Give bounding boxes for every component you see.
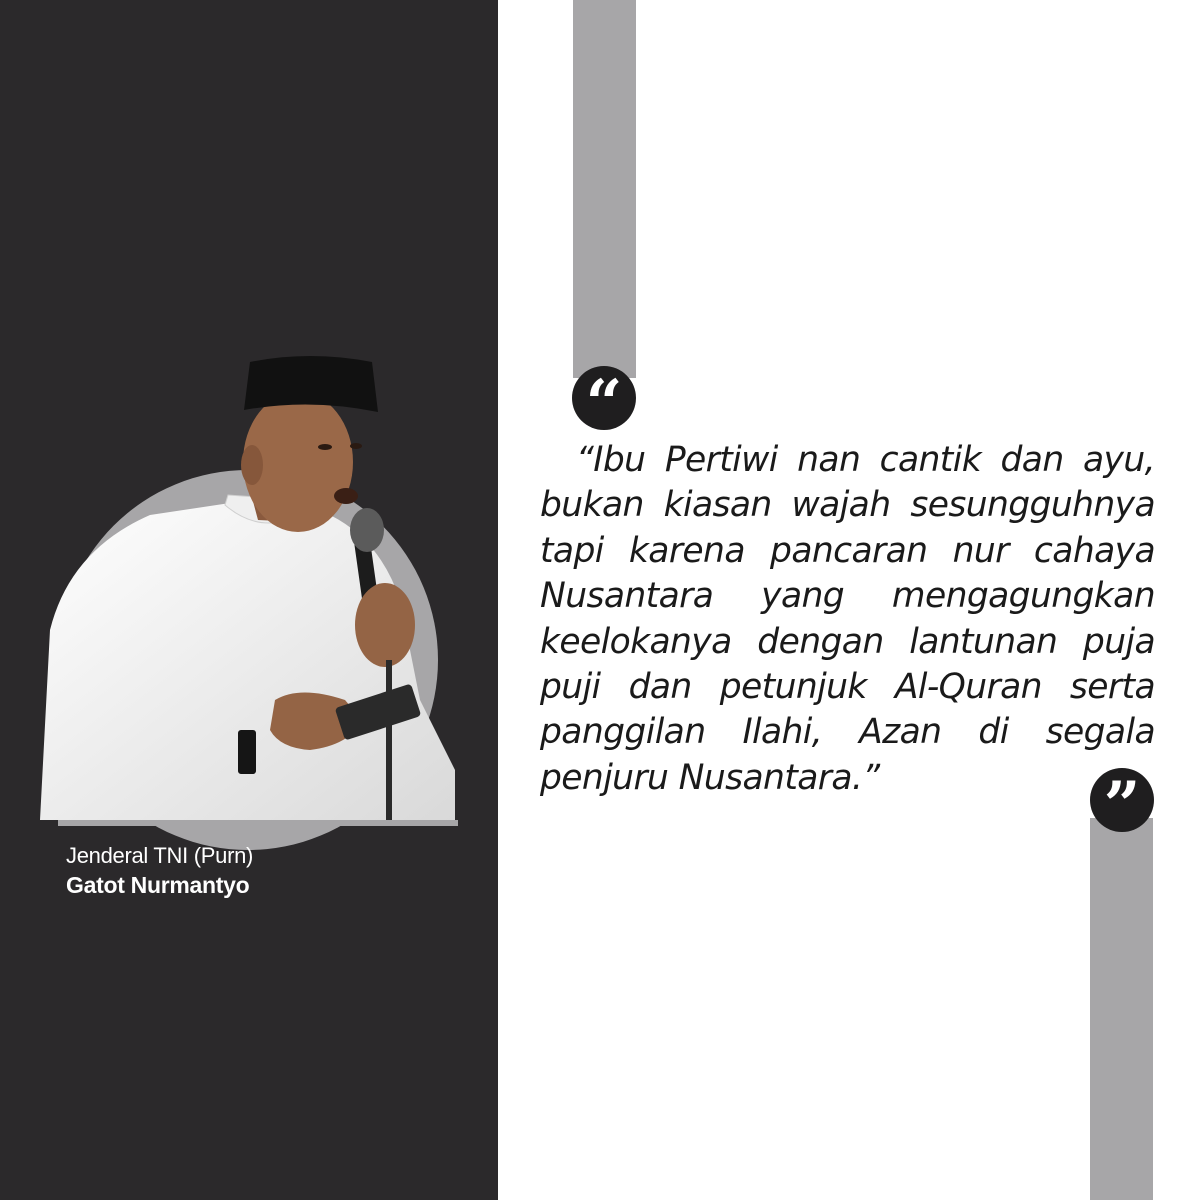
caption-divider xyxy=(58,820,458,826)
close-quote-icon: ” xyxy=(1090,768,1154,832)
open-quote-icon: “ xyxy=(572,366,636,430)
bottom-accent-bar xyxy=(1090,818,1153,1200)
speaker-name: Gatot Nurmantyo xyxy=(66,872,250,898)
quote-line: penjuru Nusantara.” xyxy=(540,757,880,798)
quote-text xyxy=(540,438,1155,801)
quote-line: bukan kiasan wajah sesungguhnya xyxy=(540,485,1155,526)
quote-line: panggilan Ilahi, Azan di segala xyxy=(540,712,1155,753)
speaker-caption xyxy=(66,842,253,900)
quote-line: tapi karena pancaran nur cahaya xyxy=(540,530,1155,571)
quote-line: keelokanya dengan lantunan puja xyxy=(540,621,1155,662)
quote-line: Nusantara yang mengagungkan xyxy=(540,576,1155,617)
quote-line: puji dan petunjuk Al-Quran serta xyxy=(540,667,1155,708)
speaker-photo xyxy=(0,300,498,822)
quote-line: “Ibu Pertiwi nan cantik dan ayu, xyxy=(576,440,1155,480)
speaker-rank: Jenderal TNI (Purn) xyxy=(66,843,254,868)
top-accent-bar xyxy=(573,0,636,378)
